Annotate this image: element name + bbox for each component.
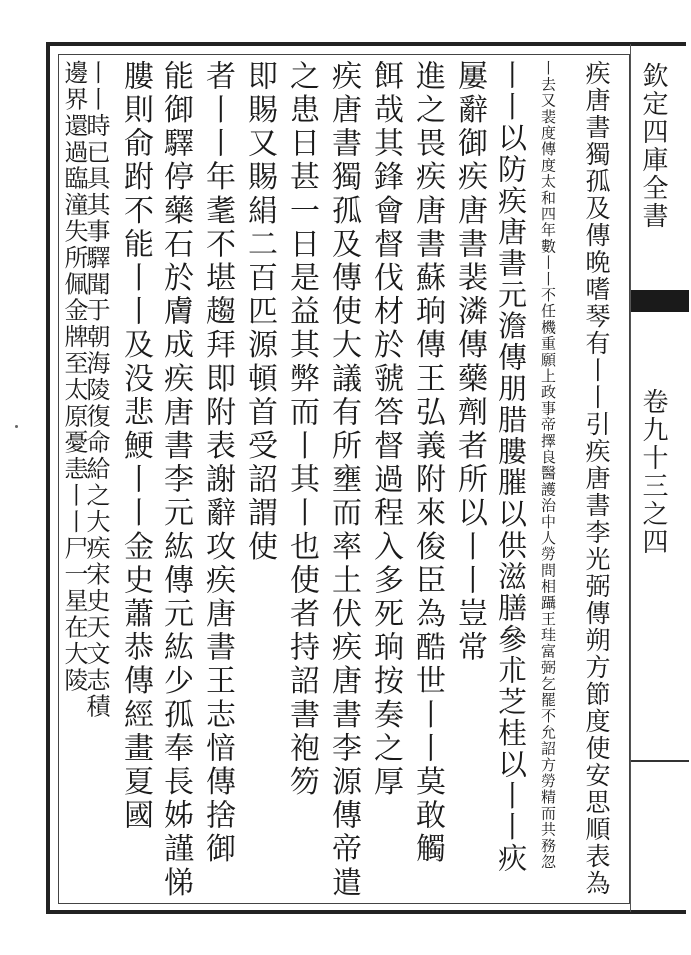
text-column: 屢辭御疾唐書裴潾傳藥劑者所以丨丨豈常 (452, 60, 487, 665)
header-rule (631, 760, 689, 762)
text-column: 者丨丨年耄不堪趨拜即附表謝辭攻疾唐書王志愔傳捨御 (200, 60, 235, 867)
text-column: 能御驛停藥石於膚成疾唐書李元紘傳元紘少孤奉長姊謹悌 (158, 60, 193, 900)
text-column: 之患日甚一日是益其弊而丨其丨也使者持詔書袍笏 (284, 60, 319, 800)
text-column: 即賜又賜絹二百匹源頓首受詔謂使 (242, 60, 277, 564)
text-column: 丨去又裴度傳度太和四年數丨丨不任機重願上政事帝擇良醫護治中人勞問相躡王珪富弼乞罷不允詔方勞精而共務忽 (539, 60, 557, 870)
text-column: 邊界還過臨潼失所佩金牌至太原憂恚丨丨尸一星在大陵 (60, 60, 88, 694)
book-title: 欽定四庫全書 (638, 62, 668, 230)
text-column: 丨丨時已具其事驛聞于朝海陵復命給之大疾宋史天文志積 (82, 60, 110, 720)
text-column: 丨丨以防疾唐書元澹傳朋腊膢膗以供滋膳參朮芝桂以丨丨疢 (494, 60, 528, 875)
header-divider (630, 44, 631, 912)
text-column: 餌哉其鋒會督伐材於虢答督過程入多死珦按奏之厚 (368, 60, 403, 800)
fishtail-mark (631, 290, 689, 312)
text-column: 膢則俞跗不能丨丨及没悲鯁丨丨金史蕭恭傳經畫夏國 (118, 60, 153, 833)
text-column: 進之畏疾唐書蘇珦傳王弘義附來俊臣為酷世丨丨莫敢觸 (410, 60, 445, 867)
text-column: 疾唐書獨孤及傳使大議有所壅而率土伏疾唐書李源傳帝遣 (326, 60, 361, 900)
section-label: 卷九十三之四 (638, 388, 668, 556)
scan-speck (15, 425, 18, 428)
text-column: 疾唐書獨孤及傳晩嗜琴有丨丨引疾唐書李光弼傳朔方節度使安思順表為 (582, 60, 611, 897)
